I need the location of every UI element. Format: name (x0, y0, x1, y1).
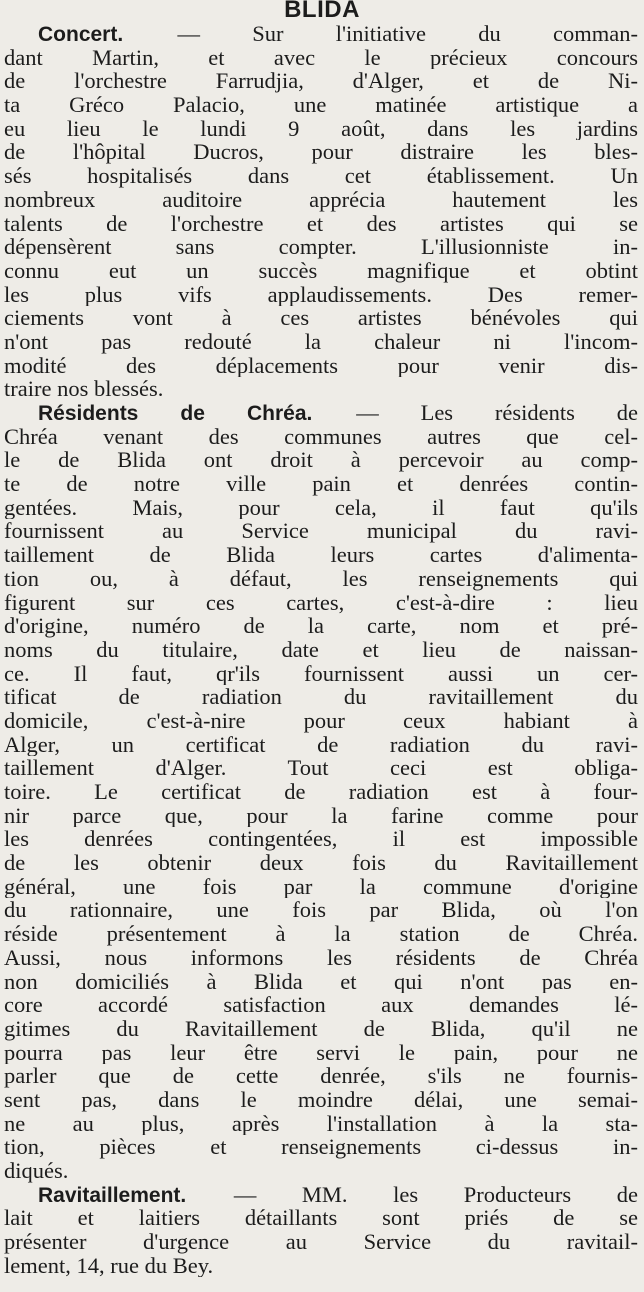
text-line: présenter d'urgence au Service du ravitail- (4, 1230, 638, 1254)
text-line: diqués. (4, 1159, 69, 1183)
text-line: pourra pas leur être servi le pain, pour ne (4, 1040, 638, 1065)
text-line: n'ont pas redouté la chaleur ni l'incom- (4, 329, 638, 354)
paragraph-first-line (4, 1183, 638, 1207)
text-line: ta Gréco Palacio, une matinée artistique a (4, 93, 638, 117)
text-line: sent pas, dans le moindre délai, une semai- (4, 1087, 638, 1112)
article-column (4, 22, 638, 1277)
text-line: connu eut un succès magnifique et obtint (4, 258, 638, 283)
section-heading-ravitaillement: Ravitaillement. (38, 1183, 187, 1207)
text-line: de l'hôpital Ducros, pour distraire les bles- (4, 140, 638, 165)
text-line: tion ou, à défaut, les renseignements qui (4, 566, 638, 591)
text-line: non domiciliés à Blida et qui n'ont pas en- (4, 969, 638, 994)
section-heading-concert: Concert. (38, 23, 124, 46)
text-line: ne au plus, après l'installation à la sta- (4, 1111, 638, 1136)
text-line: les denrées contingentées, il est impossible (4, 827, 638, 852)
text-line: lement, 14, rue du Bey. (4, 1253, 214, 1278)
article-title: BLIDA (284, 0, 360, 23)
text-line: tion, pièces et renseignements ci-dessus in- (4, 1135, 638, 1159)
text-line: core accordé satisfaction aux demandes lé- (4, 993, 638, 1017)
paragraph-first-line (4, 22, 638, 46)
text-line: eu lieu le lundi 9 août, dans les jardins (4, 116, 638, 141)
text-line: toire. Le certificat de radiation est à four- (4, 780, 638, 804)
text-line: de les obtenir deux fois du Ravitaillement (4, 851, 638, 875)
text-line: parler que de cette denrée, s'ils ne fournis- (4, 1064, 638, 1088)
text-line: du rationnaire, une fois par Blida, où l'on (4, 898, 638, 923)
paragraph-concert (4, 22, 638, 401)
text-line: — Les résidents de (356, 401, 638, 425)
text-line: lait et laitiers détaillants sont priés de se (4, 1206, 638, 1231)
text-line: dant Martin, et avec le précieux concours (4, 45, 638, 70)
text-line: dépensèrent sans compter. L'illusionniste in- (4, 235, 638, 259)
paragraph-ravitaillement (4, 1183, 638, 1278)
text-line: ce. Il faut, qr'ils fournissent aussi un cer- (4, 661, 638, 686)
text-line: domicile, c'est-à-nire pour ceux habiant à (4, 708, 638, 733)
text-line: Alger, un certificat de radiation du ravi- (4, 732, 638, 757)
text-line: nombreux auditoire apprécia hautement les (4, 187, 638, 212)
text-line: de l'orchestre Farrudjia, d'Alger, et de Ni- (4, 69, 638, 94)
text-line: noms du titulaire, date et lieu de naissan- (4, 637, 638, 662)
text-line: taillement d'Alger. Tout ceci est obliga- (4, 756, 638, 780)
text-line: nir parce que, pour la farine comme pour (4, 803, 638, 828)
section-heading-residents: Résidents de Chréa. (38, 402, 313, 425)
text-line: modité des déplacements pour venir dis- (4, 353, 638, 378)
text-line: — Sur l'initiative du comman- (177, 22, 638, 46)
text-line: général, une fois par la commune d'origine (4, 874, 638, 899)
text-line: gitimes du Ravitaillement de Blida, qu'il ne (4, 1016, 638, 1041)
text-line: les plus vifs applaudissements. Des remer- (4, 282, 638, 307)
text-line: sés hospitalisés dans cet établissement. Un (4, 164, 638, 188)
text-line: gentées. Mais, pour cela, il faut qu'ils (4, 495, 638, 520)
text-line: le de Blida ont droit à percevoir au comp- (4, 448, 638, 473)
text-line: Aussi, nous informons les résidents de Chréa (4, 945, 638, 970)
text-line: — MM. les Producteurs de (233, 1182, 638, 1207)
text-line: ciements vont à ces artistes bénévoles qui (4, 306, 638, 330)
text-line: taillement de Blida leurs cartes d'alimenta- (4, 543, 638, 567)
text-line: talents de l'orchestre et des artistes qui se (4, 211, 638, 236)
text-line: d'origine, numéro de la carte, nom et pré- (4, 614, 638, 638)
text-line: fournissent au Service municipal du ravi- (4, 519, 638, 544)
text-line: figurent sur ces cartes, c'est-à-dire : lieu (4, 590, 638, 615)
text-line: réside présentement à la station de Chréa. (4, 922, 638, 946)
text-line: Chréa venant des communes autres que cel- (4, 424, 638, 449)
text-line: te de notre ville pain et denrées contin- (4, 472, 638, 496)
paragraph-residents (4, 401, 638, 1183)
text-line: tificat de radiation du ravitaillement du (4, 685, 638, 709)
paragraph-first-line (4, 401, 638, 425)
text-line: traire nos blessés. (4, 377, 164, 401)
